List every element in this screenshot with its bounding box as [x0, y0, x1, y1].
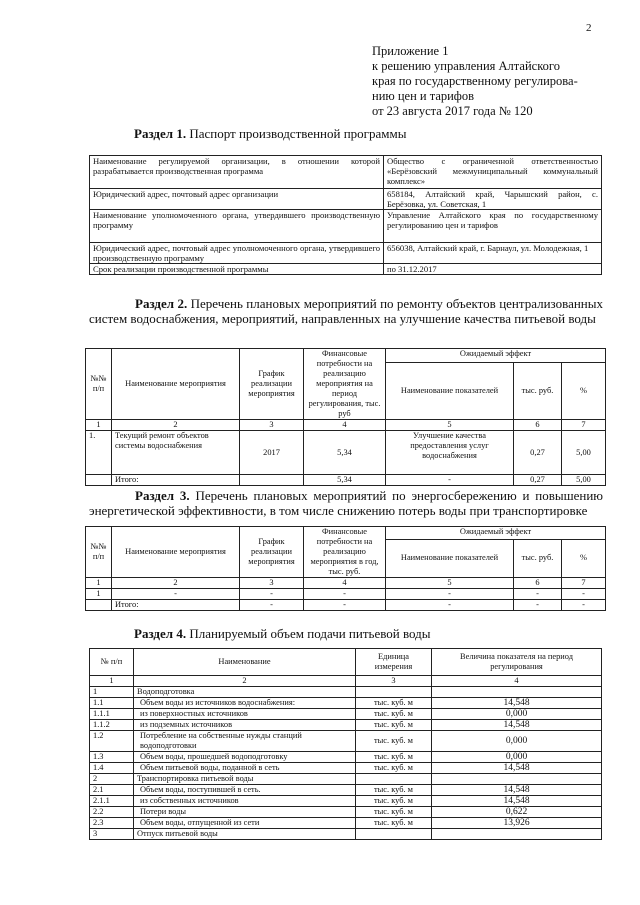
table-cell: - [514, 600, 562, 611]
column-number: 4 [304, 420, 386, 431]
table-cell [86, 600, 112, 611]
table-cell: 1 [86, 589, 112, 600]
table-cell: 0,000 [432, 752, 602, 763]
table-cell: - [304, 589, 386, 600]
table-row [90, 796, 602, 807]
table-cell: Итого: [112, 600, 240, 611]
column-number: 6 [514, 420, 562, 431]
table-cell [356, 829, 432, 840]
column-number-row [86, 578, 606, 589]
table-cell: - [386, 589, 514, 600]
table-cell: 1.1.1 [90, 709, 134, 720]
header-name: Наименование мероприятия [112, 349, 240, 420]
table-cell: 14,548 [432, 785, 602, 796]
table-cell: 5,00 [562, 431, 606, 475]
header-effect: Ожидаемый эффект [386, 527, 606, 540]
section2-table [85, 348, 606, 486]
table-cell [432, 774, 602, 785]
table-cell: 14,548 [432, 763, 602, 774]
column-number-row [90, 676, 602, 687]
table-cell: тыс. куб. м [356, 763, 432, 774]
header-pct: % [562, 539, 606, 577]
table-cell: - [304, 600, 386, 611]
section1-heading [134, 126, 406, 141]
table-cell: 14,548 [432, 720, 602, 731]
table-cell: 656038, Алтайский край, г. Барнаул, ул. Молодежная, 1 [384, 243, 602, 264]
table-cell: 0,27 [514, 475, 562, 486]
column-number: 4 [432, 676, 602, 687]
table-cell: тыс. куб. м [356, 731, 432, 752]
appendix-line: края по государственному регулирова- [372, 74, 578, 88]
table-cell: тыс. куб. м [356, 796, 432, 807]
table-cell: из подземных источников [134, 720, 356, 731]
section4-rows [90, 687, 602, 840]
column-number: 2 [134, 676, 356, 687]
section4-title: Планируемый объем подачи питьевой воды [189, 626, 431, 641]
table-cell: 2.1.1 [90, 796, 134, 807]
table-cell [86, 475, 112, 486]
table-cell [432, 829, 602, 840]
table-cell: 1. [86, 431, 112, 475]
table-cell: - [514, 589, 562, 600]
column-number: 6 [514, 578, 562, 589]
header-name: Наименование [134, 649, 356, 676]
table-cell: Юридический адрес, почтовый адрес организации [90, 189, 384, 210]
section3-table [85, 526, 606, 611]
table-cell: Итого: [112, 475, 240, 486]
table-cell: по 31.12.2017 [384, 264, 602, 275]
table-row [90, 243, 602, 264]
table-cell [240, 475, 304, 486]
table-cell: 658184, Алтайский край, Чарышский район, с. Берёзовка, ул. Советская, 1 [384, 189, 602, 210]
table-cell: Отпуск питьевой воды [134, 829, 356, 840]
table-cell: тыс. куб. м [356, 720, 432, 731]
section1-label: Раздел 1. [134, 126, 187, 141]
column-number: 4 [304, 578, 386, 589]
appendix-line: Приложение 1 [372, 44, 449, 58]
table-cell: Улучшение качества предоставления услуг водоснабжения [386, 431, 514, 475]
section2-heading [89, 296, 603, 326]
table-cell: Наименование регулируемой организации, в отношении которой разрабатывается производственная программа [90, 156, 384, 189]
section4-table [89, 648, 602, 840]
table-cell: 2.2 [90, 807, 134, 818]
header-unit: Единица измерения [356, 649, 432, 676]
table-cell: - [112, 589, 240, 600]
header-indicator: Наименование показателей [386, 363, 514, 420]
table-cell: 14,548 [432, 698, 602, 709]
table-row [86, 431, 606, 475]
section3-label: Раздел 3. [135, 488, 190, 503]
table-header-row [90, 649, 602, 676]
section3-heading [89, 488, 603, 518]
table-cell: 5,34 [304, 475, 386, 486]
table-cell: 1.3 [90, 752, 134, 763]
table-cell: Текущий ремонт объектов системы водоснабжения [112, 431, 240, 475]
header-finance: Финансовые потребности на реализацию мероприятия на период регулирования, тыс. руб [304, 349, 386, 420]
table-cell: - [386, 600, 514, 611]
section1-title: Паспорт производственной программы [189, 126, 407, 141]
appendix-line: к решению управления Алтайского [372, 59, 560, 73]
table-row [90, 709, 602, 720]
table-cell: - [562, 600, 606, 611]
table-row [90, 774, 602, 785]
table-cell: - [240, 600, 304, 611]
column-number: 5 [386, 420, 514, 431]
table-header-row [86, 349, 606, 363]
table-cell: Объем воды, отпущенной из сети [134, 818, 356, 829]
table-cell [356, 774, 432, 785]
column-number: 7 [562, 578, 606, 589]
table-row [90, 189, 602, 210]
appendix-line: от 23 августа 2017 года № 120 [372, 104, 533, 118]
header-effect: Ожидаемый эффект [386, 349, 606, 363]
header-rub: тыс. руб. [514, 363, 562, 420]
column-number: 5 [386, 578, 514, 589]
table-cell: тыс. куб. м [356, 807, 432, 818]
table-cell: Общество с ограниченной ответственностью «Берёзовский межмуниципальный коммунальный комплекс» [384, 156, 602, 189]
header-pct: % [562, 363, 606, 420]
table-cell: Водоподготовка [134, 687, 356, 698]
header-rub: тыс. руб. [514, 539, 562, 577]
table-row [90, 156, 602, 189]
header-indicator: Наименование показателей [386, 539, 514, 577]
column-number: 2 [112, 578, 240, 589]
table-cell: 2.1 [90, 785, 134, 796]
appendix-line: нию цен и тарифов [372, 89, 475, 103]
table-cell: 0,000 [432, 731, 602, 752]
table-cell: тыс. куб. м [356, 698, 432, 709]
table-cell: 0,27 [514, 431, 562, 475]
table-cell [356, 687, 432, 698]
table-cell: тыс. куб. м [356, 785, 432, 796]
table-row [90, 731, 602, 752]
table-cell: 14,548 [432, 796, 602, 807]
table-cell: 2 [90, 774, 134, 785]
section4-label: Раздел 4. [134, 626, 187, 641]
header-num: №№ п/п [86, 349, 112, 420]
table-cell: тыс. куб. м [356, 818, 432, 829]
table-cell: - [562, 589, 606, 600]
table-cell: Наименование уполномоченного органа, утвердившего производственную программу [90, 210, 384, 243]
section2-label: Раздел 2. [135, 296, 188, 311]
header-value: Величина показателя на период регулирования [432, 649, 602, 676]
table-cell: Объем воды из источников водоснабжения: [134, 698, 356, 709]
table-row [90, 752, 602, 763]
table-row [90, 720, 602, 731]
table-row [90, 807, 602, 818]
table-row [90, 818, 602, 829]
table-cell: из поверхностных источников [134, 709, 356, 720]
header-schedule: График реализации мероприятия [240, 527, 304, 578]
column-number: 1 [86, 420, 112, 431]
header-num: № п/п [90, 649, 134, 676]
column-number: 1 [90, 676, 134, 687]
column-number: 7 [562, 420, 606, 431]
table-cell: 3 [90, 829, 134, 840]
section2-title: Перечень плановых мероприятий по ремонту объектов централизованных систем водоснабжения, мероприятий, направленных на улучшение качества питьевой воды [89, 296, 603, 326]
table-cell: Юридический адрес, почтовый адрес уполномоченного органа, утвердившего производственную программу [90, 243, 384, 264]
table-cell: Срок реализации производственной программы [90, 264, 384, 275]
table-row [90, 785, 602, 796]
section1-table [89, 155, 602, 275]
table-header-row [86, 527, 606, 540]
table-cell: Транспортировка питьевой воды [134, 774, 356, 785]
table-cell: Потребление на собственные нужды станций водоподготовки [134, 731, 356, 752]
page-number: 2 [586, 22, 592, 34]
table-cell: - [386, 475, 514, 486]
total-row [86, 600, 606, 611]
table-cell: Объем воды, прошедшей водоподготовку [134, 752, 356, 763]
table-cell: Управление Алтайского края по государственному регулированию цен и тарифов [384, 210, 602, 243]
table-cell: тыс. куб. м [356, 709, 432, 720]
column-number: 3 [240, 420, 304, 431]
column-number: 1 [86, 578, 112, 589]
table-cell: - [240, 589, 304, 600]
section3-title: Перечень плановых мероприятий по энергосбережению и повышению энергетической эффективности, в том числе снижению потерь воды при транспортировке [89, 488, 603, 518]
column-number: 3 [240, 578, 304, 589]
header-schedule: График реализации мероприятия [240, 349, 304, 420]
column-number-row [86, 420, 606, 431]
table-cell: 1.1 [90, 698, 134, 709]
table-cell: 0,622 [432, 807, 602, 818]
header-finance: Финансовые потребности на реализацию мероприятия в год, тыс. руб. [304, 527, 386, 578]
table-cell: Объем воды, поступившей в сеть. [134, 785, 356, 796]
table-cell: тыс. куб. м [356, 752, 432, 763]
table-cell: 0,000 [432, 709, 602, 720]
table-cell: 1 [90, 687, 134, 698]
table-row [90, 829, 602, 840]
table-cell: из собственных источников [134, 796, 356, 807]
table-cell: 2.3 [90, 818, 134, 829]
table-cell: Потери воды [134, 807, 356, 818]
table-cell: 1.4 [90, 763, 134, 774]
header-num: №№ п/п [86, 527, 112, 578]
table-row [90, 698, 602, 709]
section4-heading [134, 626, 431, 641]
header-name: Наименование мероприятия [112, 527, 240, 578]
table-cell: 13,926 [432, 818, 602, 829]
column-number: 3 [356, 676, 432, 687]
appendix-block [372, 44, 612, 119]
table-cell: 2017 [240, 431, 304, 475]
column-number: 2 [112, 420, 240, 431]
table-row [90, 264, 602, 275]
total-row [86, 475, 606, 486]
table-cell: 1.2 [90, 731, 134, 752]
table-cell: 1.1.2 [90, 720, 134, 731]
table-row [90, 763, 602, 774]
table-row [86, 589, 606, 600]
table-cell [432, 687, 602, 698]
table-cell: 5,34 [304, 431, 386, 475]
table-cell: Объем питьевой воды, поданной в сеть [134, 763, 356, 774]
table-cell: 5,00 [562, 475, 606, 486]
table-row [90, 210, 602, 243]
table-row [90, 687, 602, 698]
